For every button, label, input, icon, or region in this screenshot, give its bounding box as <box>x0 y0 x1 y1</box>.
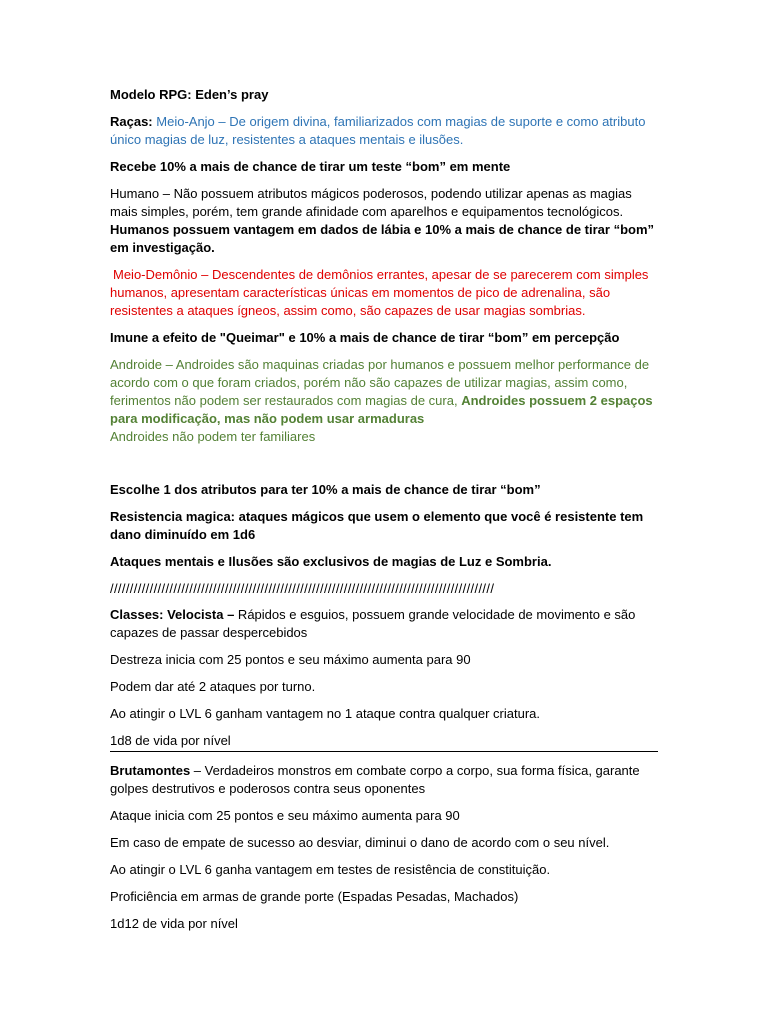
human-race-text: Humano – Não possuem atributos mágicos poderosos, podendo utilizar apenas as magias mais simples, porém, tem grande afinidade com aparelhos e equipamentos tecnológicos. <box>110 186 632 219</box>
mental-attacks-note: Ataques mentais e Ilusões são exclusivos de magias de Luz e Sombria. <box>110 554 552 569</box>
android-paragraph <box>110 356 658 428</box>
human-paragraph <box>110 185 658 257</box>
demon-race-text: Meio-Demônio – Descendentes de demônios errantes, apesar de se parecerem com simples humanos, apresentam características únicas em momentos de pico de adrenalina, são resistentes a ataques ígneos, assim como, são capazes de usar magias sombrias. <box>110 267 649 318</box>
document-page <box>110 86 658 942</box>
brutamontes-hp: 1d12 de vida por nível <box>110 916 238 931</box>
brutamontes-text: – Verdadeiros monstros em combate corpo a corpo, sua forma física, garante golpes destrutivos e poderosos contra seus oponentes <box>110 763 640 796</box>
brutamontes-paragraph <box>110 762 658 798</box>
android-bonus: Androides possuem 2 espaços para modificação, mas não podem usar armaduras <box>110 393 653 426</box>
velocista-lvl6: Ao atingir o LVL 6 ganham vantagem no 1 ataque contra qualquer criatura. <box>110 706 541 721</box>
races-paragraph <box>110 113 658 149</box>
android-familiars: Androides não podem ter familiares <box>110 429 316 444</box>
magic-resistance: Resistencia magica: ataques mágicos que usem o elemento que você é resistente tem dano diminuído em 1d6 <box>110 509 644 542</box>
brutamontes-attack: Ataque inicia com 25 pontos e seu máximo aumenta para 90 <box>110 808 460 823</box>
human-bonus: Humanos possuem vantagem em dados de lábia e 10% a mais de chance de tirar “bom” em investigação. <box>110 222 655 255</box>
velocista-hp: 1d8 de vida por nível <box>110 732 658 752</box>
angel-race-text: Meio-Anjo – De origem divina, familiarizados com magias de suporte e como atributo único magias de luz, resistentes a ataques mentais e ilusões. <box>110 114 646 147</box>
brutamontes-lvl6: Ao atingir o LVL 6 ganha vantagem em testes de resistência de constituição. <box>110 862 551 877</box>
velocista-text: Rápidos e esguios, possuem grande velocidade de movimento e são capazes de passar despercebidos <box>110 607 636 640</box>
separator-line: ///////////////////////////////////////////////////////////////////////////////////////////////// <box>110 581 495 596</box>
classes-label: Classes: Velocista – <box>110 607 235 622</box>
choose-attribute: Escolhe 1 dos atributos para ter 10% a mais de chance de tirar “bom” <box>110 482 541 497</box>
demon-bonus: Imune a efeito de "Queimar" e 10% a mais de chance de tirar “bom” em percepção <box>110 330 620 345</box>
velocista-dexterity: Destreza inicia com 25 pontos e seu máximo aumenta para 90 <box>110 652 471 667</box>
angel-bonus: Recebe 10% a mais de chance de tirar um teste “bom” em mente <box>110 159 511 174</box>
spacer <box>110 455 658 481</box>
android-race-text: Androide – Androides são maquinas criadas por humanos e possuem melhor performance de acordo com o que foram criados, porém não são capazes de utilizar magias, assim como, ferimentos não podem ser restaurados com magias de cura, <box>110 357 650 408</box>
brutamontes-label: Brutamontes <box>110 763 191 778</box>
brutamontes-tie: Em caso de empate de sucesso ao desviar, diminui o dano de acordo com o seu nível. <box>110 835 610 850</box>
races-label: Raças: <box>110 114 153 129</box>
velocista-paragraph <box>110 606 658 642</box>
brutamontes-proficiency: Proficiência em armas de grande porte (Espadas Pesadas, Machados) <box>110 889 519 904</box>
velocista-attacks: Podem dar até 2 ataques por turno. <box>110 679 316 694</box>
document-title: Modelo RPG: Eden’s pray <box>110 87 269 102</box>
